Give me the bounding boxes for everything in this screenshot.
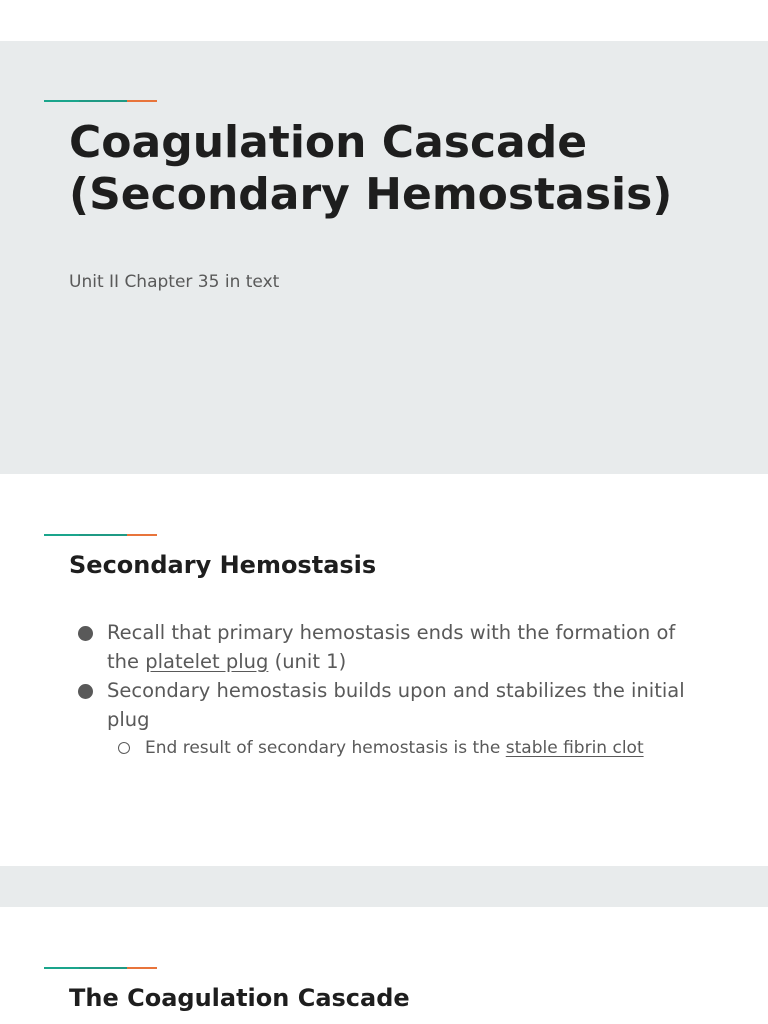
- accent-teal-segment: [44, 967, 79, 969]
- bullet-item: [69, 676, 709, 734]
- accent-orange-segment: [127, 534, 157, 536]
- accent-line: [44, 534, 157, 536]
- slide-subtitle: Unit II Chapter 35 in text: [69, 272, 280, 292]
- bullet-text: (unit 1): [268, 650, 347, 673]
- secondary-hemostasis-slide: [0, 474, 768, 866]
- platelet-plug-link[interactable]: platelet plug: [145, 650, 269, 673]
- accent-teal-dark-segment: [79, 534, 127, 536]
- accent-orange-segment: [127, 100, 157, 102]
- slide-heading: Secondary Hemostasis: [69, 551, 377, 579]
- bullet-text: Secondary hemostasis builds upon and stabilizes the initial plug: [107, 679, 685, 731]
- accent-orange-segment: [127, 967, 157, 969]
- accent-teal-dark-segment: [79, 967, 127, 969]
- sub-bullet-item: [69, 736, 709, 761]
- title-slide: [0, 41, 768, 474]
- accent-teal-dark-segment: [79, 100, 127, 102]
- bullet-text: Recall that primary hemostasis ends with the formation of the: [107, 621, 676, 673]
- bullet-dot-icon: [78, 684, 93, 699]
- accent-line: [44, 967, 157, 969]
- sub-bullet-text: End result of secondary hemostasis is the: [145, 738, 506, 758]
- slide-separator: [0, 866, 768, 907]
- bullet-item: [69, 618, 709, 676]
- slide-title: Coagulation Cascade (Secondary Hemostasis): [69, 117, 673, 220]
- slide-heading: The Coagulation Cascade: [69, 984, 410, 1012]
- accent-teal-segment: [44, 534, 79, 536]
- accent-teal-segment: [44, 100, 79, 102]
- bullet-dot-icon: [78, 626, 93, 641]
- stable-fibrin-clot-link[interactable]: stable fibrin clot: [505, 738, 644, 758]
- bullet-list: [69, 618, 709, 761]
- accent-line: [44, 100, 157, 102]
- bullet-ring-icon: [118, 742, 130, 754]
- coagulation-cascade-slide: [0, 907, 768, 1024]
